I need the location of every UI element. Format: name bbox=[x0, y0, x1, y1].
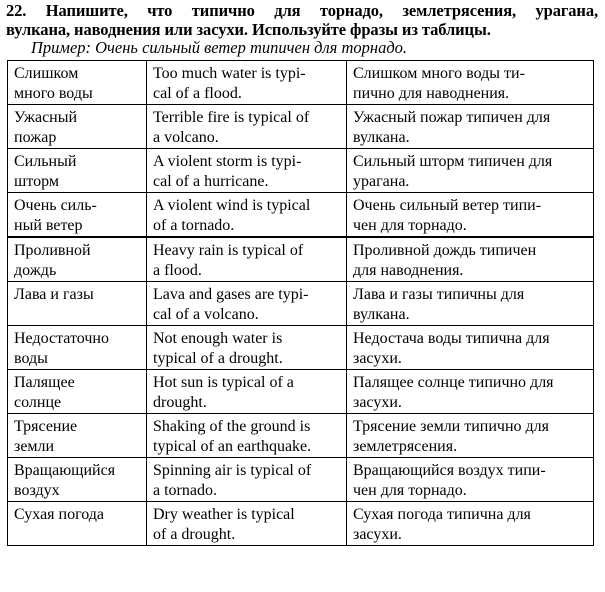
cell-line: typical of an earthquake. bbox=[153, 438, 312, 455]
table-row bbox=[8, 105, 594, 149]
table-row bbox=[8, 149, 594, 193]
cell-english-sentence bbox=[147, 370, 347, 414]
cell-line: воздух bbox=[14, 482, 60, 499]
cell-english-sentence bbox=[147, 61, 347, 105]
table-row bbox=[8, 326, 594, 370]
cell-line: Вращающийся bbox=[14, 462, 116, 479]
cell-russian-phrase bbox=[8, 237, 147, 282]
cell-line: Очень сильный ветер типи- bbox=[353, 197, 542, 214]
cell-russian-phrase bbox=[8, 149, 147, 193]
cell-line: Spinning air is typical of bbox=[153, 462, 312, 479]
cell-russian-phrase bbox=[8, 193, 147, 238]
cell-line: of a drought. bbox=[153, 526, 236, 543]
cell-line: много воды bbox=[14, 85, 93, 102]
cell-line: Слишком много воды ти- bbox=[353, 65, 525, 82]
cell-line: пично для наводнения. bbox=[353, 85, 510, 102]
cell-line: Too much water is typi- bbox=[153, 65, 306, 82]
cell-line: солнце bbox=[14, 394, 62, 411]
cell-russian-phrase bbox=[8, 61, 147, 105]
table-row bbox=[8, 458, 594, 502]
cell-line: Ужасный bbox=[14, 109, 78, 126]
table-row bbox=[8, 414, 594, 458]
cell-english-sentence bbox=[147, 326, 347, 370]
cell-line: засухи. bbox=[353, 526, 402, 543]
cell-line: вулкана. bbox=[353, 306, 410, 323]
cell-line: Сухая погода bbox=[14, 506, 105, 523]
cell-english-sentence bbox=[147, 193, 347, 238]
cell-english-sentence bbox=[147, 237, 347, 282]
cell-line: Лава и газы типичны для bbox=[353, 286, 525, 303]
phrases-table-body bbox=[8, 61, 594, 546]
cell-line: Heavy rain is typical of bbox=[153, 242, 304, 259]
task-instruction-line-2: вулкана, наводнения или засухи. Используйте фразы из таблицы. bbox=[6, 20, 491, 39]
cell-line: drought. bbox=[153, 394, 207, 411]
cell-line: чен для торнадо. bbox=[353, 482, 467, 499]
cell-line: шторм bbox=[14, 173, 59, 190]
cell-line: вулкана. bbox=[353, 129, 410, 146]
table-row bbox=[8, 502, 594, 546]
cell-line: дождь bbox=[14, 262, 57, 279]
cell-line: Dry weather is typical bbox=[153, 506, 295, 523]
cell-line: Очень силь- bbox=[14, 197, 97, 214]
cell-english-sentence bbox=[147, 282, 347, 326]
cell-line: of a tornado. bbox=[153, 217, 235, 234]
table-row bbox=[8, 370, 594, 414]
cell-english-sentence bbox=[147, 414, 347, 458]
cell-line: Not enough water is bbox=[153, 330, 283, 347]
cell-russian-sentence bbox=[347, 193, 594, 238]
cell-russian-sentence bbox=[347, 282, 594, 326]
cell-line: Палящее bbox=[14, 374, 75, 391]
cell-line: воды bbox=[14, 350, 48, 367]
cell-line: a flood. bbox=[153, 262, 202, 279]
cell-line: Проливной дождь типичен bbox=[353, 242, 537, 259]
cell-english-sentence bbox=[147, 149, 347, 193]
cell-english-sentence bbox=[147, 502, 347, 546]
cell-line: typical of a drought. bbox=[153, 350, 283, 367]
cell-english-sentence bbox=[147, 105, 347, 149]
cell-line: Вращающийся воздух типи- bbox=[353, 462, 546, 479]
cell-russian-phrase bbox=[8, 105, 147, 149]
cell-russian-sentence bbox=[347, 61, 594, 105]
cell-line: Hot sun is typical of a bbox=[153, 374, 294, 391]
cell-russian-phrase bbox=[8, 326, 147, 370]
cell-russian-sentence bbox=[347, 502, 594, 546]
task-example: Пример: Очень сильный ветер типичен для торнадо. bbox=[31, 38, 408, 57]
cell-russian-sentence bbox=[347, 414, 594, 458]
cell-line: Terrible fire is typical of bbox=[153, 109, 310, 126]
cell-russian-sentence bbox=[347, 458, 594, 502]
cell-line: урагана. bbox=[353, 173, 410, 190]
cell-russian-phrase bbox=[8, 370, 147, 414]
table-row bbox=[8, 61, 594, 105]
cell-line: a tornado. bbox=[153, 482, 217, 499]
cell-line: cal of a flood. bbox=[153, 85, 242, 102]
cell-line: чен для торнадо. bbox=[353, 217, 467, 234]
cell-russian-sentence bbox=[347, 370, 594, 414]
cell-russian-phrase bbox=[8, 414, 147, 458]
cell-line: засухи. bbox=[353, 350, 402, 367]
task-instruction-line-1: 22. Напишите, что типично для торнадо, землетрясения, урагана, bbox=[6, 1, 598, 20]
cell-line: Shaking of the ground is bbox=[153, 418, 311, 435]
cell-english-sentence bbox=[147, 458, 347, 502]
cell-russian-sentence bbox=[347, 237, 594, 282]
table-row bbox=[8, 193, 594, 238]
exercise-header bbox=[6, 1, 598, 57]
cell-line: для наводнения. bbox=[353, 262, 464, 279]
cell-russian-sentence bbox=[347, 149, 594, 193]
cell-line: A violent wind is typical bbox=[153, 197, 311, 214]
cell-line: A violent storm is typi- bbox=[153, 153, 302, 170]
cell-line: ный ветер bbox=[14, 217, 83, 234]
cell-line: Проливной bbox=[14, 242, 91, 259]
cell-line: Недостача воды типична для bbox=[353, 330, 550, 347]
cell-line: Ужасный пожар типичен для bbox=[353, 109, 551, 126]
cell-line: Недостаточно bbox=[14, 330, 109, 347]
cell-russian-phrase bbox=[8, 502, 147, 546]
cell-line: пожар bbox=[14, 129, 57, 146]
cell-line: cal of a hurricane. bbox=[153, 173, 269, 190]
cell-line: a volcano. bbox=[153, 129, 219, 146]
cell-line: земли bbox=[14, 438, 55, 455]
cell-line: засухи. bbox=[353, 394, 402, 411]
cell-line: Трясение земли типично для bbox=[353, 418, 550, 435]
cell-line: Сухая погода типична для bbox=[353, 506, 531, 523]
cell-line: Lava and gases are typi- bbox=[153, 286, 309, 303]
cell-line: Палящее солнце типично для bbox=[353, 374, 554, 391]
cell-line: Лава и газы bbox=[14, 286, 94, 303]
phrases-table bbox=[7, 60, 594, 546]
cell-line: cal of a volcano. bbox=[153, 306, 259, 323]
table-row bbox=[8, 237, 594, 282]
cell-russian-sentence bbox=[347, 326, 594, 370]
cell-russian-phrase bbox=[8, 458, 147, 502]
cell-russian-sentence bbox=[347, 105, 594, 149]
cell-line: Слишком bbox=[14, 65, 79, 82]
table-row bbox=[8, 282, 594, 326]
cell-line: Трясение bbox=[14, 418, 78, 435]
cell-line: Сильный шторм типичен для bbox=[353, 153, 553, 170]
cell-line: землетрясения. bbox=[353, 438, 458, 455]
cell-line: Сильный bbox=[14, 153, 77, 170]
cell-russian-phrase bbox=[8, 282, 147, 326]
